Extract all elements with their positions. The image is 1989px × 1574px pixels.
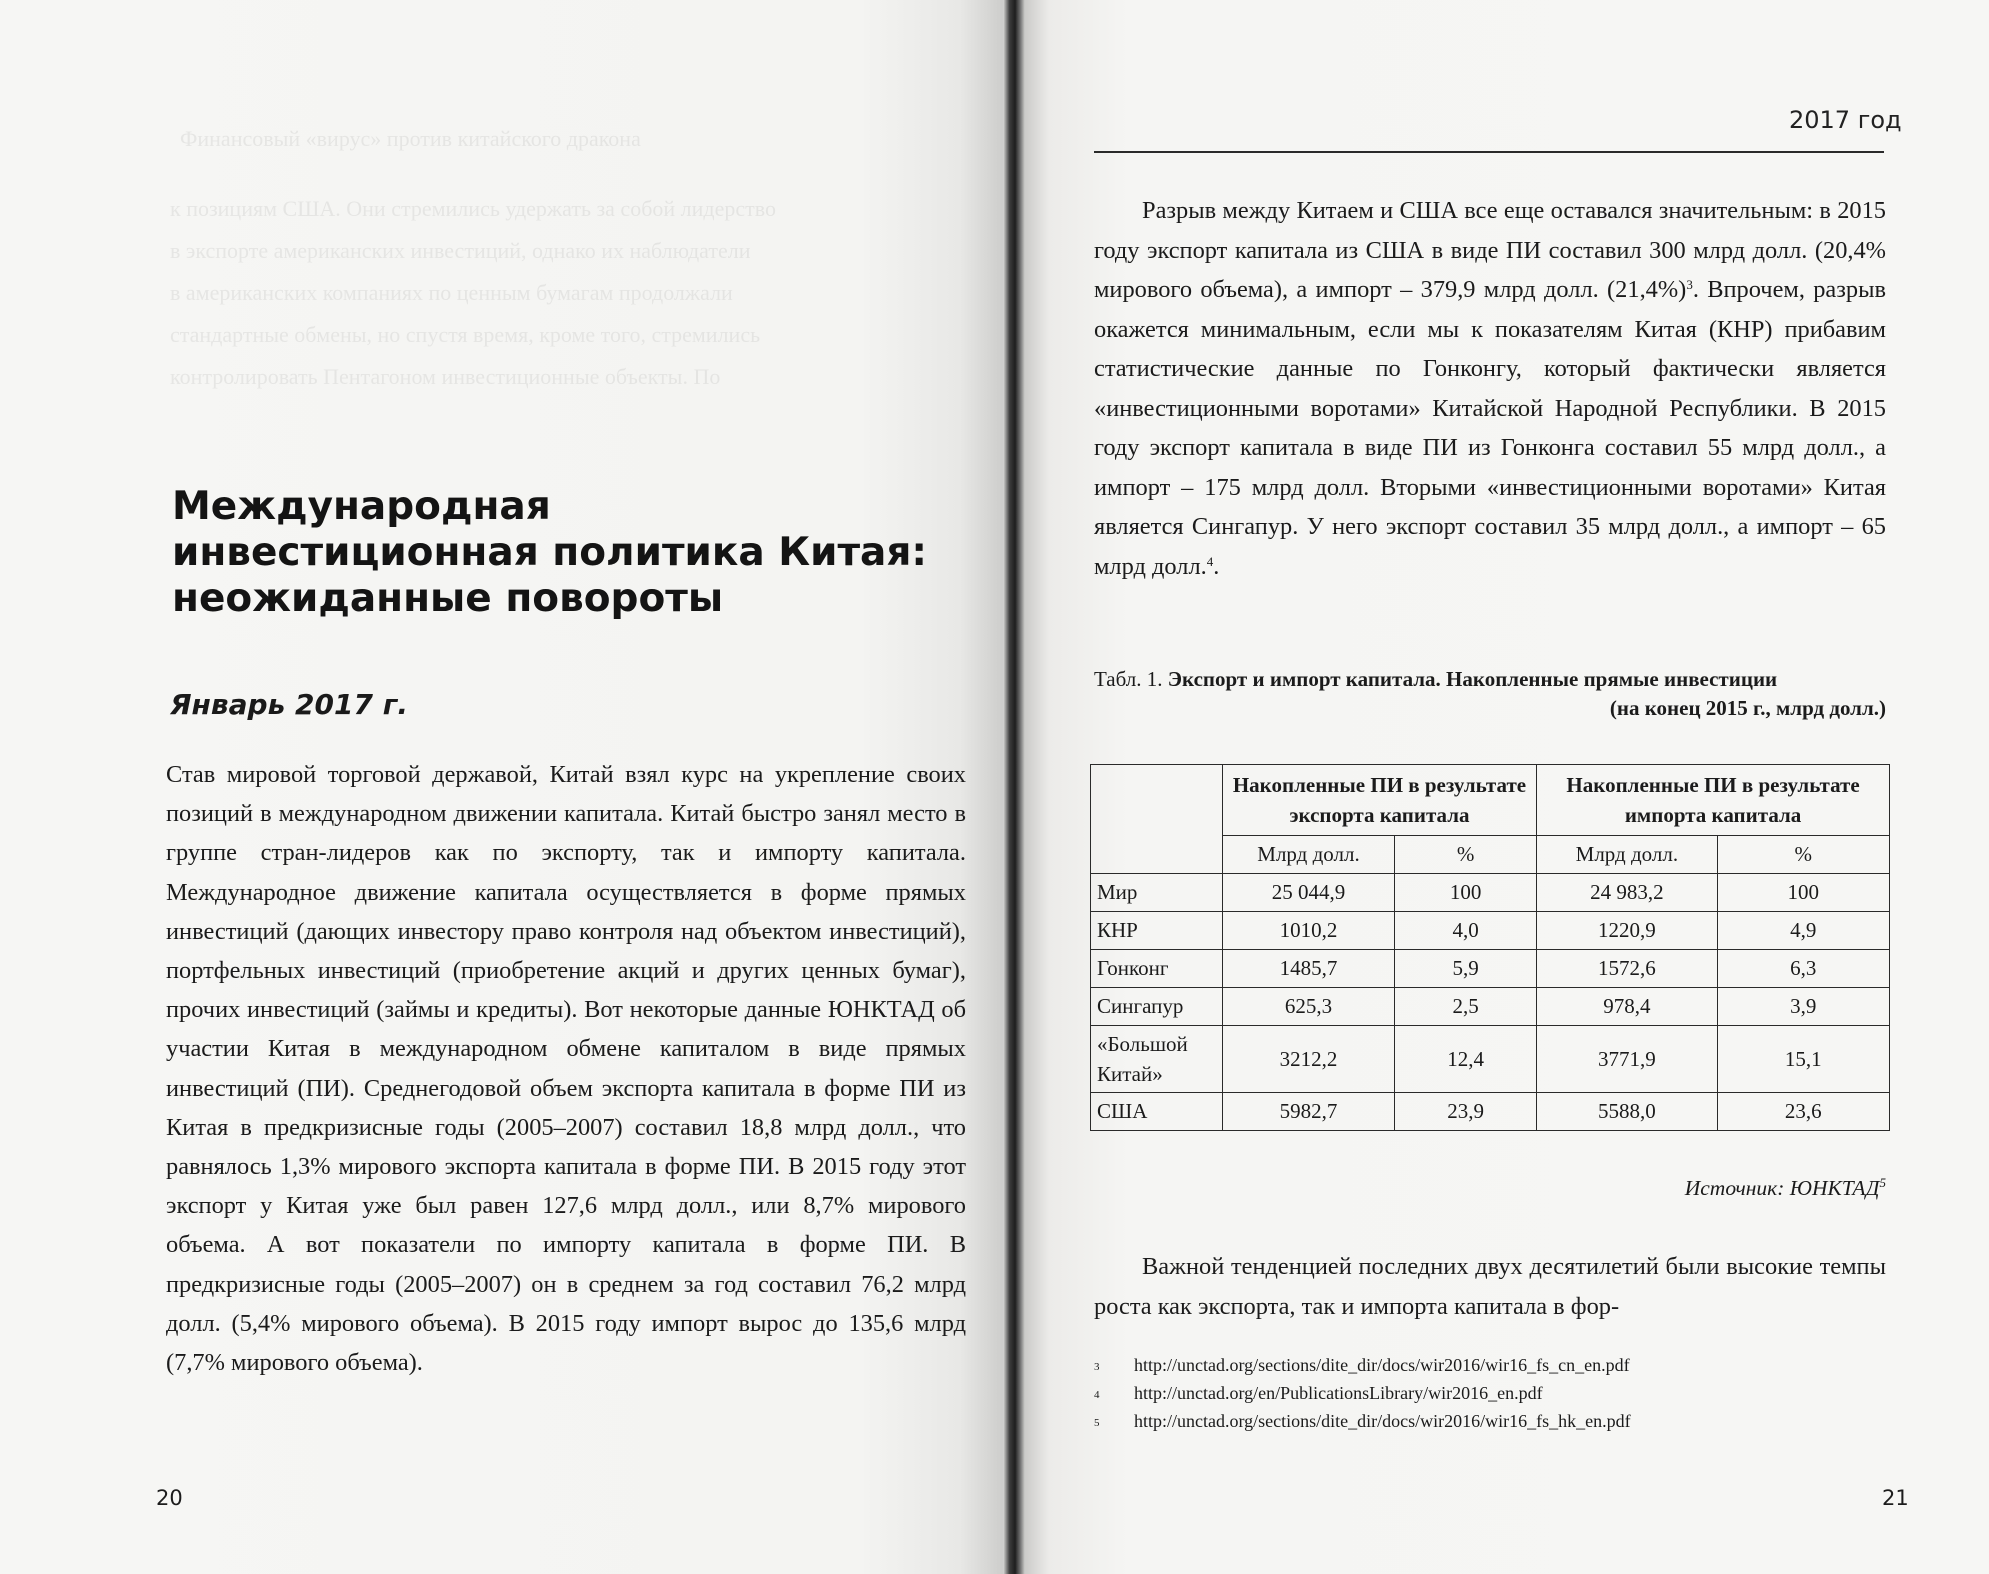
footnotes (1094, 1353, 1886, 1436)
country-cell: США (1091, 1093, 1223, 1131)
paragraph-text: . (1213, 552, 1220, 580)
page-number-right: 21 (1882, 1486, 1909, 1510)
header-rule (1094, 151, 1884, 153)
paragraph-text: . Впрочем, разрыв окажется минимальным, если мы к показателям Китая (КНР) прибавим статистические данные по Гонконгу, который фактически является «инвестиционными воротами» Китайской Народной Республики. В 2015 году экспорт капитала в виде ПИ из Гонконга составил 55 млрд долл., а импорт – 175 млрд долл. Вторыми «инвестиционными воротами» Китая является Сингапур. У него экспорт составил 35 млрд долл., а импорт – 65 млрд долл. (1094, 276, 1886, 580)
table-source (1094, 1176, 1886, 1201)
section-title-line: Международная (172, 484, 551, 529)
export-value-cell: 5982,7 (1222, 1093, 1394, 1131)
export-percent-cell: 2,5 (1395, 988, 1537, 1026)
bleed-through-text: в экспорте американских инвестиций, однако их наблюдатели (170, 238, 751, 263)
section-title-line: инвестиционная политика Китая: (172, 530, 927, 575)
import-percent-cell: 3,9 (1717, 988, 1889, 1026)
unit-cell: % (1717, 836, 1889, 874)
column-header-export: Накопленные ПИ в результате экспорта капитала (1222, 765, 1536, 836)
table-row (1091, 1026, 1890, 1093)
bleed-through-text: в американских компаниях по ценным бумагам продолжали (170, 280, 733, 305)
bleed-through-text: к позициям США. Они стремились удержать за собой лидерство (170, 196, 776, 221)
table-caption-prefix: Табл. 1. (1094, 667, 1168, 691)
export-percent-cell: 100 (1395, 874, 1537, 912)
table-row (1091, 874, 1890, 912)
import-percent-cell: 23,6 (1717, 1093, 1889, 1131)
import-percent-cell: 15,1 (1717, 1026, 1889, 1093)
footnote-number: 4 (1094, 1388, 1100, 1401)
footnote-url: http://unctad.org/sections/dite_dir/docs/wir2016/wir16_fs_cn_en.pdf (1134, 1355, 1630, 1375)
import-value-cell: 24 983,2 (1537, 874, 1717, 912)
export-percent-cell: 4,0 (1395, 912, 1537, 950)
import-percent-cell: 4,9 (1717, 912, 1889, 950)
investment-table (1090, 764, 1890, 1131)
book-spine-shadow (1003, 0, 1025, 1574)
footnote-item (1094, 1409, 1886, 1437)
export-value-cell: 1485,7 (1222, 950, 1394, 988)
running-head: 2017 год (1789, 106, 1902, 134)
country-cell: КНР (1091, 912, 1223, 950)
import-value-cell: 1220,9 (1537, 912, 1717, 950)
bleed-through-text: контролировать Пентагоном инвестиционные объекты. По (170, 364, 721, 389)
footnote-number: 5 (1094, 1416, 1100, 1429)
import-percent-cell: 6,3 (1717, 950, 1889, 988)
import-value-cell: 3771,9 (1537, 1026, 1717, 1093)
import-value-cell: 978,4 (1537, 988, 1717, 1026)
bleed-through-text: стандартные обмены, но спустя время, кроме того, стремились (170, 322, 761, 347)
export-value-cell: 3212,2 (1222, 1026, 1394, 1093)
country-cell: Мир (1091, 874, 1223, 912)
unit-cell: Млрд долл. (1222, 836, 1394, 874)
table-row (1091, 1093, 1890, 1131)
table-row (1091, 988, 1890, 1026)
section-title (172, 484, 992, 622)
section-title-line: неожиданные повороты (172, 576, 724, 621)
footnote-url: http://unctad.org/sections/dite_dir/docs/wir2016/wir16_fs_hk_en.pdf (1134, 1410, 1631, 1431)
column-header-import: Накопленные ПИ в результате импорта капитала (1537, 765, 1890, 836)
export-percent-cell: 23,9 (1395, 1093, 1537, 1131)
country-cell: Сингапур (1091, 988, 1223, 1026)
country-cell: «Большой Китай» (1091, 1026, 1223, 1093)
import-percent-cell: 100 (1717, 874, 1889, 912)
right-body-paragraph-1 (1094, 191, 1886, 586)
paragraph-text: Разрыв между Китаем и США все еще оставался значительным: в 2015 году экспорт капитала из США в виде ПИ составил 300 млрд долл. (20,4% мирового объема), а импорт – 379,9 млрд долл. (21,4%) (1094, 197, 1886, 303)
footnote-item (1094, 1381, 1886, 1409)
source-label: Источник: ЮНКТАД (1684, 1176, 1880, 1200)
table-caption (1094, 665, 1886, 723)
footnote-ref-3: 3 (1686, 277, 1693, 292)
page-number-left: 20 (156, 1486, 183, 1510)
import-value-cell: 5588,0 (1537, 1093, 1717, 1131)
footnote-item (1094, 1353, 1886, 1381)
export-value-cell: 25 044,9 (1222, 874, 1394, 912)
table-row (1091, 912, 1890, 950)
table-corner-cell (1091, 765, 1223, 874)
export-value-cell: 625,3 (1222, 988, 1394, 1026)
table-row (1091, 950, 1890, 988)
export-percent-cell: 12,4 (1395, 1026, 1537, 1093)
footnote-ref-5: 5 (1879, 1175, 1886, 1190)
right-body-paragraph-2: Важной тенденцией последних двух десятилетий были высокие темпы роста как экспорта, так и импорта капитала в фор- (1094, 1253, 1886, 1320)
table-caption-subtitle: (на конец 2015 г., млрд долл.) (1609, 696, 1886, 720)
footnote-url: http://unctad.org/en/PublicationsLibrary/wir2016_en.pdf (1134, 1382, 1543, 1403)
country-cell: Гонконг (1091, 950, 1223, 988)
footnote-ref-4: 4 (1206, 553, 1214, 569)
footnote-number: 3 (1094, 1361, 1100, 1373)
export-percent-cell: 5,9 (1395, 950, 1537, 988)
table-caption-title: Экспорт и импорт капитала. Накопленные прямые инвестиции (1167, 667, 1778, 691)
export-value-cell: 1010,2 (1222, 912, 1394, 950)
import-value-cell: 1572,6 (1537, 950, 1717, 988)
table-header-row (1091, 765, 1890, 836)
unit-cell: % (1395, 836, 1537, 874)
bleed-through-text: Финансовый «вирус» против китайского дракона (180, 126, 641, 151)
left-body-paragraph: Став мировой торговой державой, Китай взял курс на укрепление своих позиций в международном движении капитала. Китай быстро занял место в группе стран-лидеров как по экспорту, так и импорту капитала. Международное движение капитала осуществляется в форме прямых инвестиций (дающих инвестору право контроля над объектом инвестиций), портфельных инвестиций (приобретение акций и других ценных бумаг), прочих инвестиций (займы и кредиты). Вот некоторые данные ЮНКТАД об участии Китая в международном обмене капиталом в виде прямых инвестиций (ПИ). Среднегодовой объем экспорта капитала в форме ПИ из Китая в предкризисные годы (2005–2007) составил 18,8 млрд долл., что равнялось 1,3% мирового экспорта капитала в форме ПИ. В 2015 году этот экспорт у Китая уже был равен 127,6 млрд долл., или 8,7% мирового объема. А вот показатели по импорту капитала в форме ПИ. В предкризисные годы (2005–2007) он в среднем за год составил 76,2 млрд долл. (5,4% мирового объема). В 2015 году импорт вырос до 135,6 млрд (7,7% мирового объема). (166, 761, 966, 1377)
date-subheading: Январь 2017 г. (170, 688, 408, 721)
unit-cell: Млрд долл. (1537, 836, 1717, 874)
